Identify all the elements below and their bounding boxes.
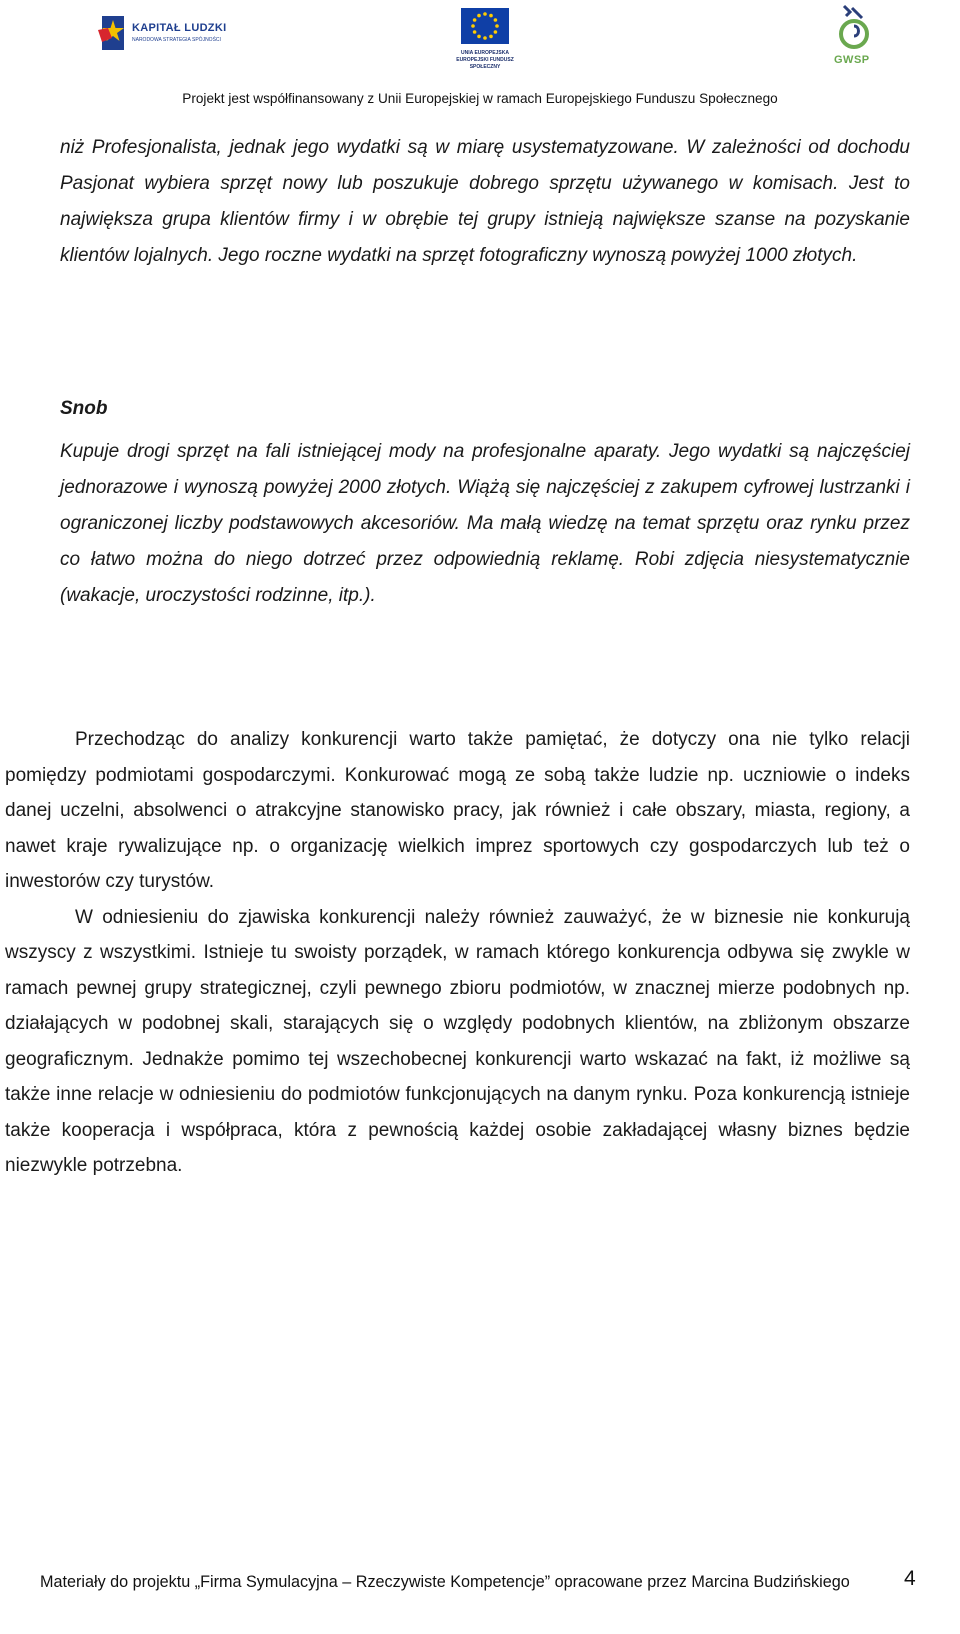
kapital-ludzki-subtitle: NARODOWA STRATEGIA SPÓJNOŚCI bbox=[132, 37, 221, 43]
page-number: 4 bbox=[904, 1567, 916, 1590]
page-footer: Materiały do projektu „Firma Symulacyjna – Rzeczywiste Kompetencje” opracowane przez Marcina Budzińskiego bbox=[40, 1573, 850, 1591]
eu-logo-line1: UNIA EUROPEJSKA bbox=[461, 50, 509, 56]
kapital-ludzki-logo bbox=[98, 8, 228, 56]
kapital-ludzki-title: KAPITAŁ LUDZKI bbox=[132, 22, 227, 34]
body-paragraph-1: Przechodząc do analizy konkurencji warto także pamiętać, że dotyczy ona nie tylko relacji pomiędzy podmiotami gospodarczymi. Konkurować mogą ze sobą także ludzie np. uczniowie o indeks danej uczelni, absolwenci o atrakcyjne stanowisko pracy, jak również i całe obszary, miasta, regiony, a nawet kraje rywalizujące np. o organizację wielkich imprez sportowych czy gospodarczych lub też o inwestorów czy turystów. bbox=[5, 729, 910, 892]
intro-paragraph: niż Profesjonalista, jednak jego wydatki są w miarę usystematyzowane. W zależności od dochodu Pasjonat wybiera sprzęt nowy lub poszukuje dobrego sprzętu używanego w komisach. Jest to największa grupa klientów firmy i w obrębie tej grupy istnieją największe szanse na pozyskanie klientów lojalnych. Jego roczne wydatki na sprzęt fotograficzny wynoszą powyżej 1000 złotych. bbox=[60, 137, 910, 266]
kapital-ludzki-star-icon bbox=[98, 8, 130, 56]
gwsp-emblem-icon bbox=[830, 2, 878, 54]
eu-logo-line3: SPOŁECZNY bbox=[469, 64, 501, 70]
gwsp-logo-text: GWSP bbox=[834, 54, 870, 66]
intro-section bbox=[60, 130, 910, 274]
snob-heading: Snob bbox=[60, 398, 108, 419]
snob-paragraph: Kupuje drogi sprzęt na fali istniejącej mody na profesjonalne aparaty. Jego wydatki są najczęściej jednorazowe i wynoszą powyżej 2000 złotych. Wiążą się najczęściej z zakupem cyfrowej lustrzanki i ograniczonej liczby podstawowych akcesoriów. Ma małą wiedzę na temat sprzętu oraz rynku przez co łatwo można do niego dotrzeć przez odpowiednią reklamę. Robi zdjęcia niesystematycznie (wakacje, uroczystości rodzinne, itp.). bbox=[60, 441, 910, 606]
body-paragraph-2: W odniesieniu do zjawiska konkurencji należy również zauważyć, że w biznesie nie konkurują wszyscy z wszystkimi. Istnieje tu swoisty porządek, w ramach którego konkurencja odbywa się zwykle w ramach pewnej grupy strategicznej, czyli pewnego zbioru podmiotów, w znacznej mierze podobnych np. działających w podobnej skali, starających się o względy podobnych klientów, na zbliżonym obszarze geograficznym. Jednakże pomimo tej wszechobecnej konkurencji warto wskazać na fakt, iż możliwe są także inne relacje w odniesieniu do podmiotów funkcjonujących na danym rynku. Poza konkurencją istnieje także kooperacja i współpraca, która z pewnością każdej osobie zakładającej własny biznes będzie niezwykle potrzebna. bbox=[5, 906, 910, 1176]
eu-logo-line2: EUROPEJSKI FUNDUSZ bbox=[456, 57, 514, 63]
eu-flag-logo bbox=[455, 8, 515, 74]
gwsp-logo bbox=[830, 2, 878, 70]
eu-flag-icon bbox=[455, 8, 515, 48]
main-body bbox=[5, 722, 910, 1184]
cofinancing-caption: Projekt jest współfinansowany z Unii Europejskiej w ramach Europejskiego Funduszu Społecznego bbox=[182, 91, 778, 106]
snob-section bbox=[60, 434, 910, 614]
page-header bbox=[0, 0, 960, 112]
